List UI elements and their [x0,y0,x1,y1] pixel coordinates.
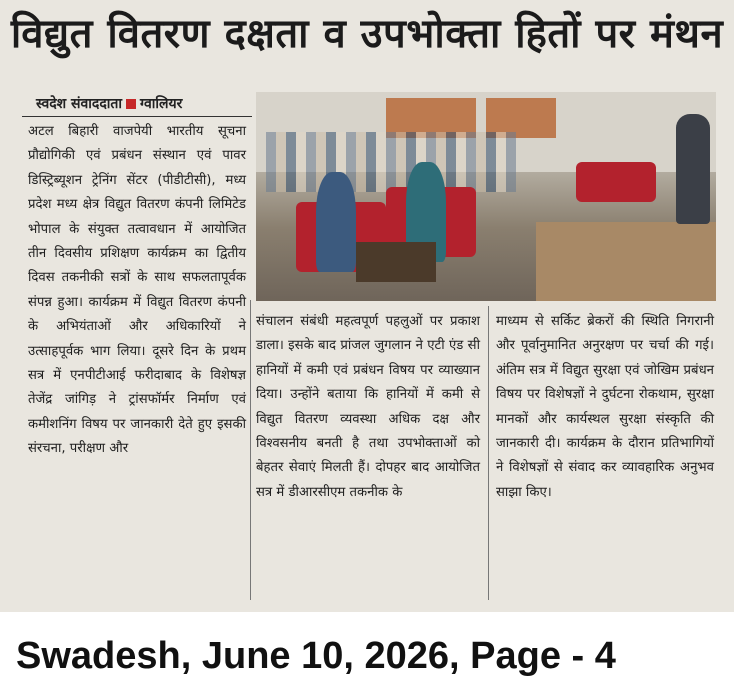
photo-table [356,242,436,282]
column-divider [250,300,251,600]
column-divider [488,306,489,600]
photo-sofa [576,162,656,202]
article-column-1: अटल बिहारी वाजपेयी भारतीय सूचना प्रौद्योगिकी एवं प्रबंधन संस्थान एवं पावर डिस्ट्रिब्यूशन ट्रेनिंग सेंटर (पीडीटीसी), मध्य प्रदेश मध्य क्षेत्र विद्युत वितरण कंपनी लिमिटेड भोपाल के संयुक्त तत्वावधान में आयोजित तीन दिवसीय प्रशिक्षण कार्यक्रम का द्वितीय दिवस तकनीकी सत्रों के साथ सफलतापूर्वक संपन्न हुआ। कार्यक्रम में विद्युत वितरण कंपनी के अभियंताओं और अधिकारियों ने उत्साहपूर्वक भाग लिया। दूसरे दिन के प्रथम सत्र में एनपीटीआई फरीदाबाद के विशेषज्ञ तेजेंद्र जांगिड़ ने ट्रांसफॉर्मर निर्माण एवं कमीशनिंग विषय पर जानकारी देते हुए इसकी संरचना, परीक्षण और [28,124,246,457]
photo-desk [536,222,716,301]
photo-speaker [676,114,710,224]
photo-person [316,172,356,272]
article-headline: विद्युत वितरण दक्षता व उपभोक्ता हितों पर मंथन [10,11,724,57]
source-caption: Swadesh, June 10, 2026, Page - 4 [16,635,616,677]
article-photo [256,92,716,301]
byline-reporter: स्वदेश संवाददाता [36,96,123,112]
photo-audience [266,132,516,192]
byline-city: ग्वालियर [140,96,183,112]
article-column-2: संचालन संबंधी महत्वपूर्ण पहलुओं पर प्रकाश डाला। इसके बाद प्रांजल जुगलान ने एटी एंड सी हानियों में कमी एवं प्रबंधन विषय पर व्याख्यान दिया। उन्होंने बताया कि हानियों में कमी से विद्युत वितरण व्यवस्था अधिक दक्ष और विश्वसनीय बनती है तथा उपभोक्ताओं को बेहतर सेवाएं मिलती हैं। दोपहर बाद आयोजित सत्र में डीआरसीएम तकनीक के [256,314,480,500]
article-byline [36,94,182,116]
byline-divider [22,116,252,117]
article-column-3: माध्यम से सर्किट ब्रेकरों की स्थिति निगरानी और पूर्वानुमानित अनुरक्षण पर चर्चा की गई। अंतिम सत्र में विद्युत सुरक्षा एवं जोखिम प्रबंधन विषय पर विशेषज्ञों ने दुर्घटना रोकथाम, सुरक्षा मानकों और कार्यस्थल सुरक्षा संस्कृति की जानकारी दी। कार्यक्रम के दौरान प्रतिभागियों ने विशेषज्ञों से संवाद कर व्यावहारिक अनुभव साझा किए। [496,314,714,500]
byline-marker-icon [126,99,136,109]
